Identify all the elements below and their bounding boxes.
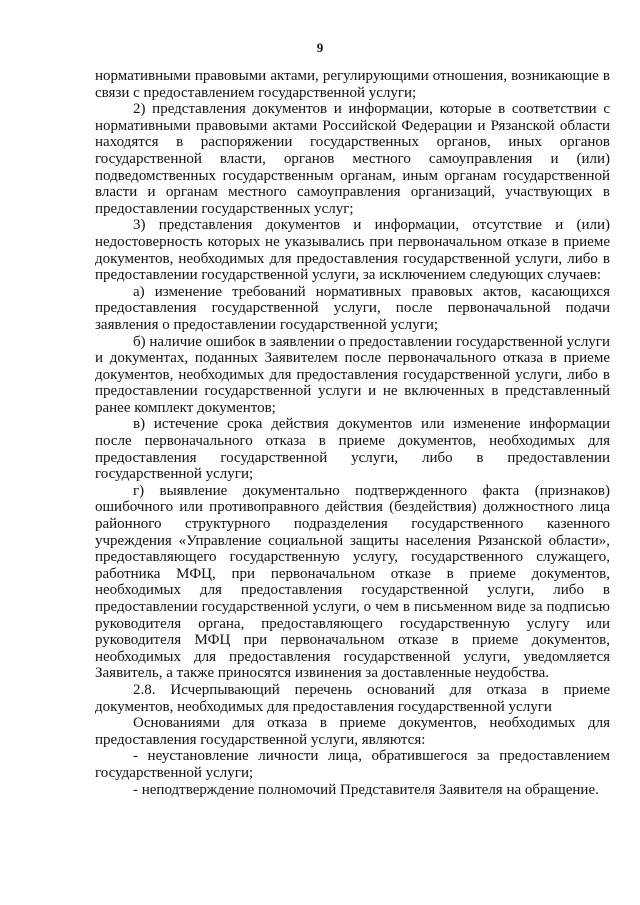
- text-line: заявления о предоставлении государственной услуги;: [95, 316, 439, 333]
- text-line: государственной власти, органов местного самоуправления и (или): [95, 150, 610, 167]
- text-line: руководителя органа, предоставляющего государственную услугу или: [95, 615, 610, 632]
- text-line: - неустановление личности лица, обратившегося за предоставлением: [133, 748, 610, 765]
- text-line: - неподтверждение полномочий Представителя Заявителя на обращение.: [133, 781, 599, 798]
- page-number: 9: [316, 40, 324, 55]
- text-line: 2) представления документов и информации, которые в соответствии с: [133, 101, 610, 118]
- text-line: предоставления государственной услуги, либо в предоставлении: [95, 449, 610, 466]
- text-line: и документах, поданных Заявителем после первоначального отказа в приеме: [95, 350, 610, 367]
- text-line: подведомственных государственным органам, иным органам государственной: [95, 167, 610, 184]
- text-line: документов, необходимых для предоставления государственной услуги: [95, 698, 552, 715]
- text-line: 3) представления документов и информации, отсутствие и (или): [133, 217, 610, 234]
- text-line: государственной услуги;: [95, 764, 254, 781]
- text-line: предоставляющего государственную услугу, государственного служащего,: [95, 549, 610, 566]
- text-line: ранее комплект документов;: [95, 399, 276, 416]
- text-line: предоставления государственной услуги, являются:: [95, 731, 426, 748]
- text-line: недостоверность которых не указывались при первоначальном отказе в приеме: [95, 233, 610, 250]
- text-line: руководителя МФЦ при первоначальном отказе в приеме документов,: [95, 632, 610, 649]
- text-line: работника МФЦ, при первоначальном отказе в приеме документов,: [95, 565, 610, 582]
- text-line: Заявитель, а также приносятся извинения за доставленные неудобства.: [95, 665, 549, 682]
- text-line: а) изменение требований нормативных правовых актов, касающихся: [133, 283, 610, 300]
- text-line: связи с предоставлением государственной услуги;: [95, 84, 417, 101]
- text-line: нормативными правовыми актами, регулирующими отношения, возникающие в: [95, 68, 610, 84]
- text-line: б) наличие ошибок в заявлении о предоставлении государственной услуги: [133, 333, 610, 350]
- text-line: г) выявление документально подтвержденного факта (признаков): [133, 482, 610, 499]
- text-line: предоставления государственной услуги, после первоначальной подачи: [95, 300, 610, 317]
- text-line: нормативными правовыми актами Российской Федерации и Рязанской области: [95, 117, 610, 134]
- text-line: ошибочного или противоправного действия (бездействия) должностного лица: [95, 499, 610, 516]
- text-line: районного структурного подразделения государственного казенного: [95, 516, 610, 533]
- text-line: власти и органам местного самоуправления организаций, участвующих в: [95, 184, 610, 201]
- text-line: Основаниями для отказа в приеме документов, необходимых для: [133, 715, 610, 732]
- text-line: предоставлении государственной услуги, за исключением следующих случаев:: [95, 267, 601, 284]
- text-line: в) истечение срока действия документов или изменение информации: [133, 416, 610, 433]
- text-line: документов, необходимых для предоставления государственной услуги, либо в: [95, 366, 610, 383]
- text-line: учреждения «Управление социальной защиты населения Рязанской области»,: [95, 532, 610, 549]
- text-line: государственной услуги;: [95, 466, 254, 483]
- text-line: находятся в распоряжении государственных органов, иных органов: [95, 134, 610, 151]
- text-line: предоставлении государственной услуги, о чем в письменном виде за подписью: [95, 599, 610, 615]
- text-line: после первоначального отказа в приеме документов, необходимых для: [95, 433, 610, 450]
- text-line: необходимых для предоставления государственной услуги, либо в: [95, 582, 610, 599]
- text-line: предоставлении государственных услуг;: [95, 200, 354, 217]
- document-body: [95, 68, 610, 798]
- text-line: документов, необходимых для предоставления государственной услуги, либо в: [95, 250, 610, 267]
- text-line: необходимых для предоставления государственной услуги, уведомляется: [95, 648, 610, 665]
- text-line: 2.8. Исчерпывающий перечень оснований для отказа в приеме: [133, 681, 610, 698]
- text-line: предоставлении государственной услуги и не включенных в представленный: [95, 383, 610, 400]
